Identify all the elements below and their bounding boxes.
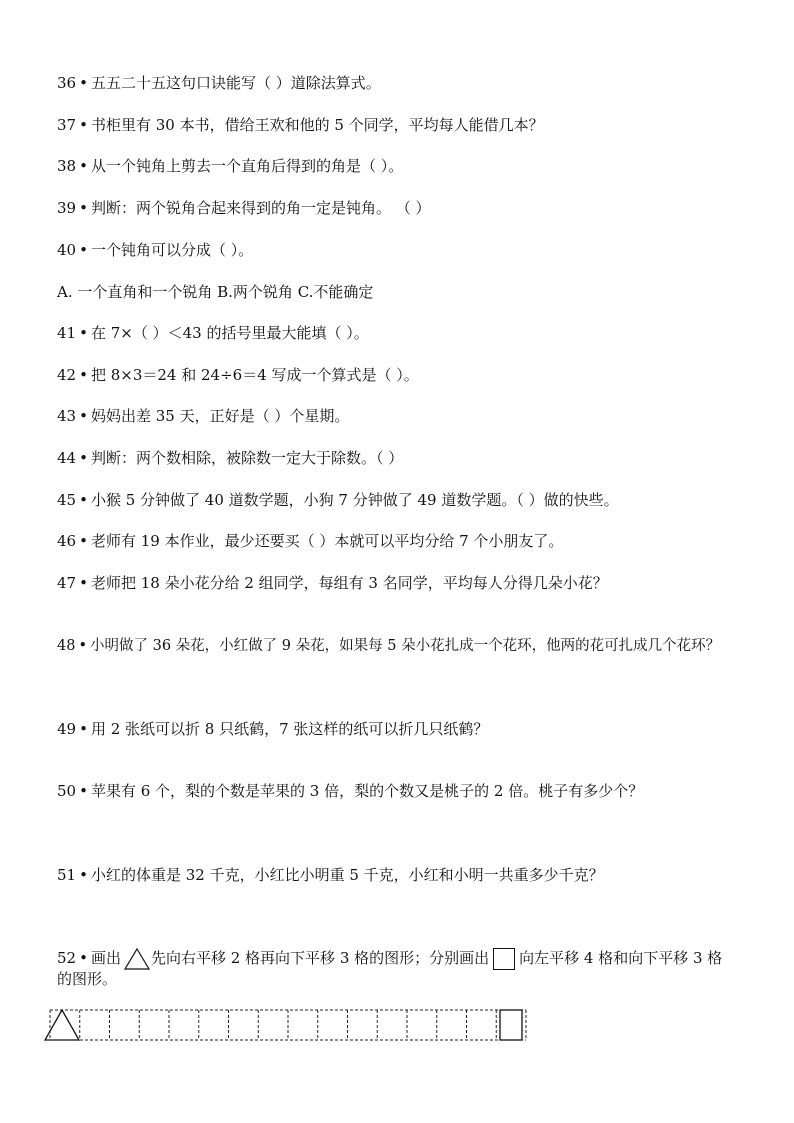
question-number: 52 — [57, 949, 77, 967]
question-52 — [57, 946, 722, 970]
question-45 — [57, 490, 619, 510]
question-number: 48 — [57, 638, 76, 654]
question-40 — [57, 240, 253, 260]
question-52-line2 — [57, 969, 117, 989]
question-text: 把 8×3＝24 和 24÷6＝4 写成一个算式是（ ）。 — [90, 366, 419, 384]
question-text-part2: 先向右平移 2 格再向下平移 3 格的图形；分别画出 — [150, 949, 490, 967]
question-number: 42 — [57, 366, 77, 384]
question-number: 44 — [57, 449, 77, 467]
question-38 — [57, 156, 403, 176]
question-text: 在 7×（ ）＜43 的括号里最大能填（ ）。 — [90, 324, 369, 342]
question-text: 妈妈出差 35 天，正好是（ ）个星期。 — [90, 407, 350, 425]
question-text-part3: 向左平移 4 格和向下平移 3 格 — [519, 949, 723, 967]
bullet: • — [79, 366, 88, 384]
question-text: 一个钝角可以分成（ ）。 — [90, 241, 254, 259]
question-number: 51 — [57, 866, 77, 884]
question-text: 苹果有 6 个，梨的个数是苹果的 3 倍，梨的个数又是桃子的 2 倍。桃子有多少个？ — [90, 782, 644, 800]
question-42 — [57, 365, 419, 385]
question-48 — [57, 636, 720, 656]
question-39 — [57, 198, 431, 218]
question-number: 43 — [57, 407, 77, 425]
question-number: 39 — [57, 199, 77, 217]
question-text: 书柜里有 30 本书，借给王欢和他的 5 个同学，平均每人能借几本？ — [90, 116, 544, 134]
bullet: • — [79, 449, 88, 467]
bullet: • — [78, 638, 88, 654]
question-text: 小明做了 36 朵花，小红做了 9 朵花，如果每 5 朵小花扎成一个花环，他两的花可扎成几个花环？ — [90, 638, 721, 654]
question-text: 判断：两个数相除，被除数一定大于除数。（ ） — [90, 449, 404, 467]
triangle-icon — [124, 948, 150, 970]
question-50 — [57, 781, 643, 801]
bullet: • — [79, 199, 88, 217]
question-44 — [57, 448, 403, 468]
question-47 — [57, 573, 608, 593]
question-text-part4: 的图形。 — [57, 970, 118, 988]
bullet: • — [79, 532, 88, 550]
question-number: 47 — [57, 574, 77, 592]
bullet: • — [79, 574, 88, 592]
question-number: 49 — [57, 720, 77, 738]
question-37 — [57, 115, 544, 135]
question-49 — [57, 719, 488, 739]
question-text: 小红的体重是 32 千克，小红比小明重 5 千克，小红和小明一共重多少千克？ — [90, 866, 604, 884]
bullet: • — [79, 324, 88, 342]
question-number: 38 — [57, 157, 77, 175]
bullet: • — [79, 491, 88, 509]
question-40-options — [57, 282, 373, 302]
bullet: • — [79, 241, 88, 259]
square-icon — [493, 948, 515, 970]
bullet: • — [79, 74, 88, 92]
question-51 — [57, 865, 604, 885]
question-number: 40 — [57, 241, 77, 259]
question-text-part1: 画出 — [90, 949, 121, 967]
bullet: • — [79, 949, 88, 967]
grid-svg — [44, 1008, 529, 1042]
question-number: 50 — [57, 782, 77, 800]
bullet: • — [79, 866, 88, 884]
question-43 — [57, 406, 349, 426]
bullet: • — [79, 407, 88, 425]
question-text: 从一个钝角上剪去一个直角后得到的角是（ ）。 — [90, 157, 404, 175]
grid-square-icon — [500, 1010, 522, 1040]
drawing-grid — [44, 1008, 529, 1042]
question-text: 老师有 19 本作业，最少还要买（ ）本就可以平均分给 7 个小朋友了。 — [90, 532, 564, 550]
bullet: • — [79, 116, 88, 134]
question-number: 36 — [57, 74, 77, 92]
question-text: 用 2 张纸可以折 8 只纸鹤，7 张这样的纸可以折几只纸鹤？ — [90, 720, 489, 738]
question-number: 37 — [57, 116, 77, 134]
question-text: 判断：两个锐角合起来得到的角一定是钝角。 （ ） — [90, 199, 431, 217]
bullet: • — [79, 157, 88, 175]
question-number: 46 — [57, 532, 77, 550]
question-text: 五五二十五这句口诀能写（ ）道除法算式。 — [90, 74, 381, 92]
question-number: 45 — [57, 491, 77, 509]
bullet: • — [79, 782, 88, 800]
question-number: 41 — [57, 324, 77, 342]
question-text: 老师把 18 朵小花分给 2 组同学，每组有 3 名同学，平均每人分得几朵小花？ — [90, 574, 608, 592]
bullet: • — [79, 720, 88, 738]
question-text: 小猴 5 分钟做了 40 道数学题，小狗 7 分钟做了 49 道数学题。（ ）做的快些。 — [90, 491, 619, 509]
question-36 — [57, 73, 381, 93]
options-text: A. 一个直角和一个锐角 B.两个锐角 C.不能确定 — [57, 283, 374, 301]
question-46 — [57, 531, 563, 551]
question-41 — [57, 323, 369, 343]
